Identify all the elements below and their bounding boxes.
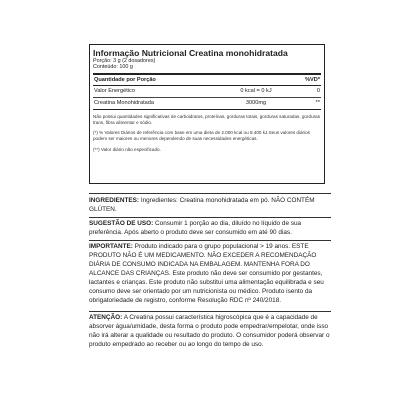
nutrient-table bbox=[93, 75, 321, 110]
ingredients-label: INGREDIENTES: bbox=[89, 197, 140, 204]
nutrition-title: Informação Nutricional Creatina monohidratada bbox=[93, 48, 288, 58]
usage-section bbox=[89, 219, 331, 237]
header-dv: %VD* bbox=[287, 75, 321, 86]
note-nonsignificant: Não possui quantidades significativas de carboidratos, proteínas, gorduras totais, gorduras saturadas, gorduras trans, fibra alimentar e sódio. bbox=[93, 113, 321, 126]
attention-text: A Creatina possui característica higroscópica que é a capacidade de absorver água/umidade, desta forma o produto pode empedrar/empelotar, onde isso não irá alterar a qualidade ou resultado do produto. O consumidor poderá observar o produto empedrado ao receber ou ao longo do tempo de uso. bbox=[89, 314, 330, 348]
important-section bbox=[89, 242, 331, 305]
portion-size: Porção: 3 g (2 dosadores) bbox=[93, 58, 156, 64]
nutrition-facts-table bbox=[89, 44, 325, 184]
nutrient-name: Valor Energético bbox=[93, 85, 225, 97]
usage-text: Consumir 1 porção ao dia, diluído no líquido de sua preferência. Após aberto o produto deve ser consumido em até 90 dias. bbox=[89, 220, 302, 236]
usage-label: SUGESTÃO DE USO: bbox=[89, 220, 154, 227]
header-quantity: Quantidade por Porção bbox=[93, 75, 225, 86]
important-text: Produto indicado para o grupo populacional > 19 anos. ESTE PRODUTO NÃO É UM MEDICAMENTO. NÃO EXCEDER A RECOMENDAÇÃO DIÁRIA DE CONSUMO INDICADA NA EMBALAGEM. MANTENHA FORA DO ALCANCE DAS CRIANÇAS. Este produto não deve ser consumido por gestantes, lactantes e crianças. Este produto não substitui uma alimentação equilibrada e seu consumo deve ser orientado por um nutricionista ou médico. Produto isento da obrigatoriedade de registro, conforme Resolução RDC nº 240/2018. bbox=[89, 243, 324, 304]
nutrient-amount: 0 kcal = 0 kJ bbox=[225, 85, 287, 97]
table-row bbox=[93, 85, 321, 97]
nutrient-name: Creatina Monohidratada bbox=[93, 97, 225, 109]
nutrient-dv: ** bbox=[287, 97, 321, 109]
section-divider bbox=[89, 217, 331, 218]
nutrient-dv: 0 bbox=[287, 85, 321, 97]
section-divider bbox=[89, 311, 331, 312]
table-row bbox=[93, 97, 321, 109]
attention-label: ATENÇÃO: bbox=[89, 314, 123, 321]
ingredients-text: Ingredientes: Creatina monohidratada em pó. NÃO CONTÉM GLÚTEN. bbox=[89, 197, 315, 213]
section-divider bbox=[89, 240, 331, 241]
table-header-row bbox=[93, 75, 321, 86]
note-no-daily-value: (**) Valor diário não especificado. bbox=[93, 146, 161, 152]
nutrient-amount: 3000mg bbox=[225, 97, 287, 109]
section-divider bbox=[89, 193, 331, 194]
ingredients-section bbox=[89, 196, 331, 214]
important-label: IMPORTANTE: bbox=[89, 243, 133, 250]
package-content: Conteúdo: 100 g bbox=[93, 64, 133, 71]
note-daily-values: (*) % Valores Diários de referência com base em uma dieta de 2.000 kcal ou 8.400 kJ.Seus valores diários podem ser maiores ou menores dependendo de suas necessidades energéticas. bbox=[93, 130, 310, 142]
header-amount bbox=[225, 75, 287, 86]
attention-section bbox=[89, 313, 331, 349]
